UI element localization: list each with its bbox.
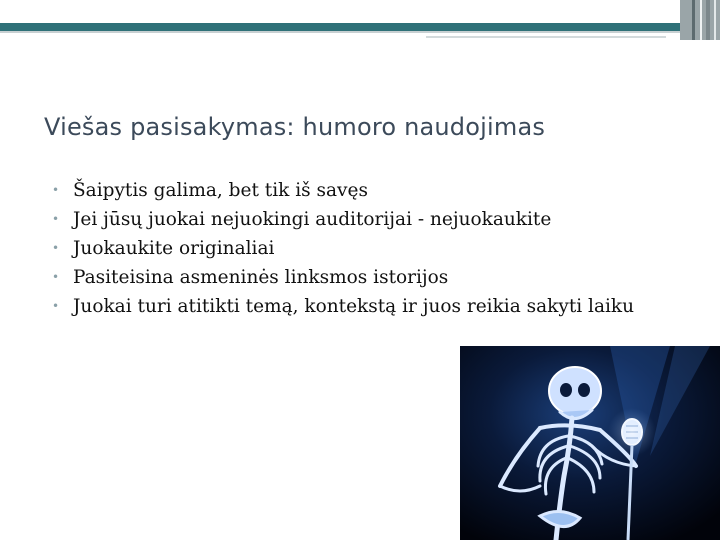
bullet-text: Pasiteisina asmeninės linksmos istorijos [73, 267, 449, 288]
header-decoration [0, 0, 720, 40]
bullet-text: Jei jūsų juokai nejuokingi auditorijai - nejuokaukite [73, 209, 552, 230]
bullet-dot-icon: • [52, 299, 60, 313]
slide-title: Viešas pasisakymas: humoro naudojimas [44, 113, 546, 141]
bullet-text: Juokaukite originaliai [73, 238, 275, 259]
bullet-dot-icon: • [52, 212, 60, 226]
bullet-text: Šaipytis galima, bet tik iš savęs [73, 180, 368, 201]
bullet-list [52, 176, 652, 321]
bullet-item [52, 292, 652, 321]
bullet-dot-icon: • [52, 270, 60, 284]
header-teal-bar [0, 23, 720, 31]
bullet-text: Juokai turi atitikti temą, kontekstą ir juos reikia sakyti laiku [73, 296, 635, 317]
bullet-dot-icon: • [52, 241, 60, 255]
bullet-item [52, 205, 652, 234]
bullet-item [52, 234, 652, 263]
skeleton-microphone-image [460, 346, 720, 540]
bullet-item [52, 176, 652, 205]
header-thin-line [426, 36, 666, 38]
bullet-item [52, 263, 652, 292]
bullet-dot-icon: • [52, 183, 60, 197]
